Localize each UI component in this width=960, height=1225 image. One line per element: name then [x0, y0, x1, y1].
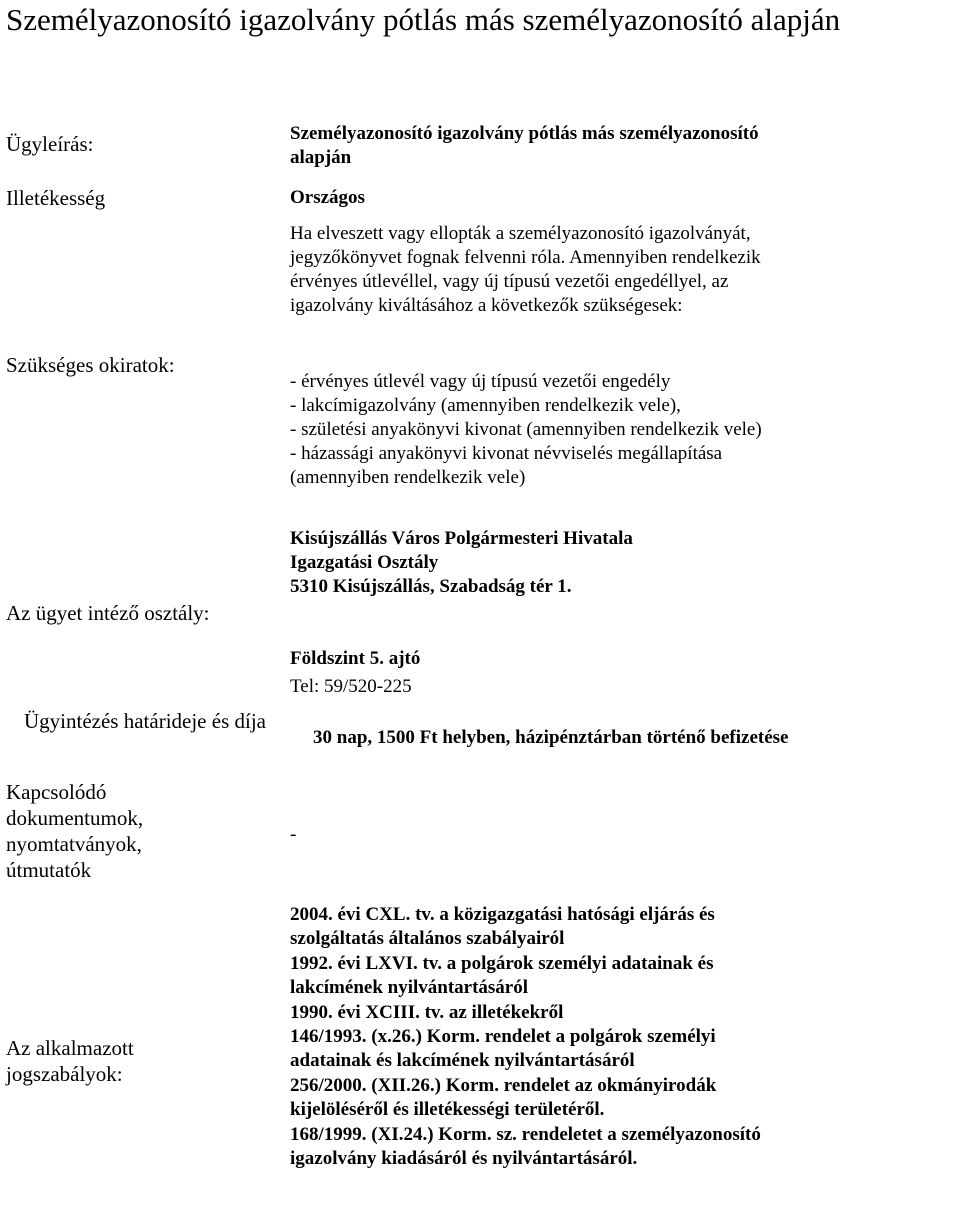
ugyleiras-line: Személyazonosító igazolvány pótlás más személyazonosító [290, 123, 759, 144]
office-department: Igazgatási Osztály [290, 552, 439, 573]
required-documents-list [290, 370, 762, 490]
legislation-line: adatainak és lakcímének nyilvántartásáról [290, 1050, 635, 1072]
label-ugyleiras: Ügyleírás: [6, 132, 94, 156]
office-floor: Földszint 5. ajtó [290, 648, 421, 669]
legislation-line: kijelöléséről és illetékességi területéről. [290, 1099, 605, 1121]
page-title: Személyazonosító igazolvány pótlás más személyazonosító alapján [6, 2, 841, 37]
deadline-fee-value: 30 nap, 1500 Ft helyben, házipénztárban történő befizetése [313, 727, 789, 748]
required-document-item: (amennyiben rendelkezik vele) [290, 467, 526, 488]
label-hatarido-dija: Ügyintézés határideje és díja [24, 709, 266, 733]
legislation-line: szolgáltatás általános szabályairól [290, 928, 565, 950]
legislation-line: 168/1999. (XI.24.) Korm. sz. rendeletet a személyazonosító [290, 1123, 761, 1145]
legislation-line: igazolvány kiadásáról és nyilvántartásáról. [290, 1148, 638, 1170]
legislation-line: 2004. évi CXL. tv. a közigazgatási hatósági eljárás és [290, 904, 715, 925]
description-line: érvényes útlevéllel, vagy új típusú vezetői engedéllyel, az [290, 271, 729, 292]
legislation-line: lakcímének nyilvántartásáról [290, 977, 529, 999]
label-szukseges-okiratok: Szükséges okiratok: [6, 353, 175, 377]
office-phone: Tel: 59/520-225 [290, 676, 412, 697]
legislation-line: 1990. évi XCIII. tv. az illetékekről [290, 1001, 564, 1023]
description-block [290, 222, 761, 318]
required-document-item: - lakcímigazolvány (amennyiben rendelkezik vele), [290, 395, 681, 416]
description-line: Ha elveszett vagy ellopták a személyazonosító igazolványát, [290, 223, 751, 244]
required-document-item: - érvényes útlevél vagy új típusú vezetői engedély [290, 371, 671, 392]
label-kapcsolodo-dokumentumok: Kapcsolódó dokumentumok, nyomtatványok, útmutatók [6, 780, 144, 882]
required-document-item: - születési anyakönyvi kivonat (amennyiben rendelkezik vele) [290, 419, 762, 440]
legislation-list [290, 903, 761, 1171]
label-intezo-osztaly: Az ügyet intéző osztály: [6, 601, 210, 625]
related-documents-value: - [290, 824, 297, 845]
ugyleiras-value [290, 122, 759, 170]
ugyleiras-line: alapján [290, 147, 352, 168]
description-line: jegyzőkönyvet fognak felvenni róla. Amennyiben rendelkezik [290, 247, 761, 268]
required-document-item: - házassági anyakönyvi kivonat névviselés megállapítása [290, 443, 723, 464]
legislation-line: 146/1993. (x.26.) Korm. rendelet a polgárok személyi [290, 1026, 716, 1048]
label-illetekesseg: Illetékesség [6, 186, 106, 210]
office-name: Kisújszállás Város Polgármesteri Hivatala [290, 528, 633, 549]
legislation-line: 1992. évi LXVI. tv. a polgárok személyi adatainak és [290, 952, 714, 974]
legislation-line: 256/2000. (XII.26.) Korm. rendelet az okmányirodák [290, 1074, 717, 1096]
label-jogszabalyok: Az alkalmazott jogszabályok: [6, 1036, 134, 1086]
office-address: 5310 Kisújszállás, Szabadság tér 1. [290, 576, 572, 597]
description-line: igazolvány kiváltásához a következők szükségesek: [290, 295, 683, 316]
office-block [290, 527, 633, 599]
illetekesseg-value: Országos [290, 187, 365, 208]
